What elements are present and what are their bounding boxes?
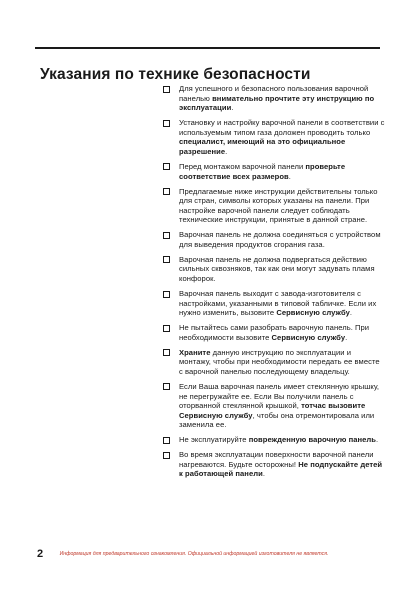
instruction-text: . (376, 435, 379, 445)
safety-instruction-item (163, 382, 385, 430)
safety-instructions-list (163, 84, 385, 484)
emphasized-text: Сервисную службу (276, 308, 350, 318)
instruction-text: Варочная панель не должна соединяться с устройством для выведения продуктов сгорания газа. (179, 230, 381, 249)
safety-instruction-item (163, 187, 385, 225)
checkbox-bullet-icon (163, 120, 170, 127)
instruction-text: Не эксплуатируйте (179, 435, 249, 445)
checkbox-bullet-icon (163, 437, 170, 444)
checkbox-bullet-icon (163, 349, 170, 356)
page-title: Указания по технике безопасности (40, 66, 311, 84)
safety-instruction-item (163, 84, 385, 113)
instruction-text: Варочная панель выходит с завода-изготовителя с настройками, указанными в типовой табличке. Если их нужно изменить, вызовите (179, 289, 377, 318)
checkbox-bullet-icon (163, 291, 170, 298)
emphasized-text: специалист, имеющий на это официальное разрешение (179, 137, 346, 156)
footer-disclaimer: Информация для предварительного ознакомления. Официальной информацией изготовителя не является. (59, 550, 329, 557)
instruction-text: Во время эксплуатации поверхности варочной панели нагреваются. Будьте осторожны! (179, 450, 374, 469)
instruction-text: . (345, 332, 348, 342)
emphasized-text: Сервисную службу (271, 332, 346, 342)
instruction-text: Если Ваша варочная панель имеет стеклянную крышку, не перегружайте ее. Если Вы получили панель с оторванной стеклянной крышкой, (179, 381, 380, 411)
emphasized-text: поврежденную варочную панель (248, 435, 377, 445)
instruction-text: Для успешного и безопасного пользования варочной панелью (179, 84, 369, 103)
checkbox-bullet-icon (163, 163, 170, 170)
checkbox-bullet-icon (163, 86, 170, 93)
instruction-text: . (349, 308, 353, 318)
instruction-text: , чтобы она отремонтировала или заменила ее. (179, 410, 375, 430)
page-footer (37, 545, 328, 563)
safety-instruction-item (163, 118, 385, 156)
instruction-text: . (225, 146, 228, 156)
emphasized-text: Не подпускайте детей к работающей панели (179, 459, 383, 479)
safety-instruction-item (163, 348, 385, 377)
safety-instruction-item (163, 162, 385, 181)
emphasized-text: Храните (179, 347, 211, 357)
instruction-text: данную инструкцию по эксплуатации и монтажу, чтобы при необходимости передать ее вместе с варочной панелью последующему владельцу. (179, 347, 380, 376)
safety-instruction-item (163, 323, 385, 342)
safety-instruction-item (163, 450, 385, 479)
instruction-text: Предлагаемые ниже инструкции действительны только для стран, символы которых указаны на панели. При настройке варочной панели следует соблюдать технические инструкции, принятые в данной стране. (179, 186, 378, 225)
instruction-text: . (288, 171, 291, 181)
instruction-text: . (231, 103, 234, 113)
instruction-text: . (262, 469, 265, 479)
top-rule (35, 47, 380, 49)
checkbox-bullet-icon (163, 256, 170, 263)
safety-instruction-item (163, 289, 385, 318)
checkbox-bullet-icon (163, 325, 170, 332)
checkbox-bullet-icon (163, 188, 170, 195)
emphasized-text: тотчас вызовите Сервисную службу (179, 401, 366, 420)
safety-instruction-item (163, 435, 385, 445)
safety-instruction-item (163, 230, 385, 249)
checkbox-bullet-icon (163, 383, 170, 390)
instruction-text: Варочная панель не должна подвергаться действию сильных сквозняков, так как они могут задувать пламя конфорок. (179, 254, 375, 284)
instruction-text: Установку и настройку варочной панели в соответствии с используемым типом газа доложен проводить только (179, 118, 385, 137)
instruction-text: Не пытайтесь сами разобрать варочную панель. При необходимости вызовите (179, 323, 370, 342)
checkbox-bullet-icon (163, 452, 170, 459)
safety-instruction-item (163, 255, 385, 284)
checkbox-bullet-icon (163, 232, 170, 239)
instruction-text: Перед монтажом варочной панели (179, 161, 306, 171)
emphasized-text: внимательно прочтите эту инструкцию по эксплуатации (179, 93, 375, 113)
page-number: 2 (37, 547, 44, 560)
emphasized-text: проверьте соответствие всех размеров (179, 161, 346, 181)
